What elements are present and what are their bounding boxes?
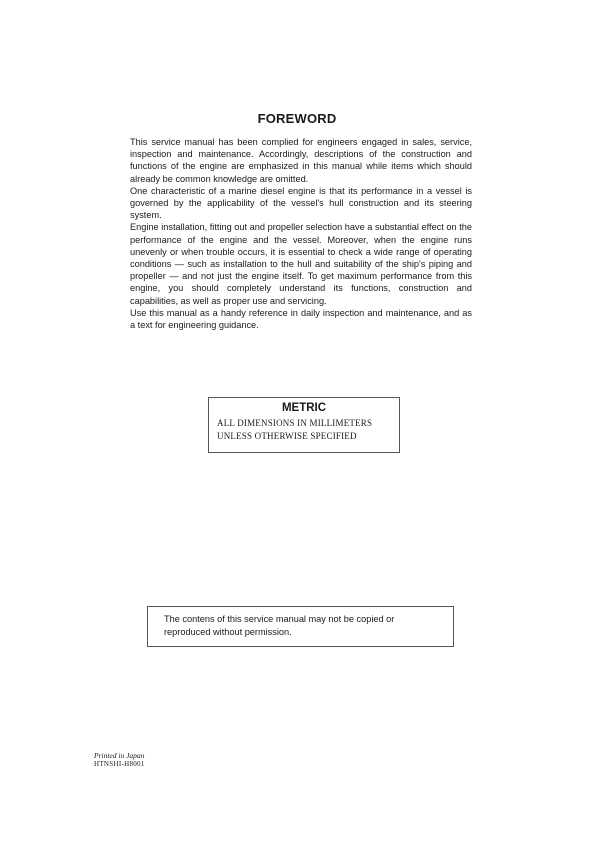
document-code: HTNSHI-H8001 [94,760,145,768]
metric-dimensions-line: ALL DIMENSIONS IN MILLIMETERS [217,418,373,428]
foreword-paragraph-installation: Engine installation, fitting out and propeller selection have a substantial effect on the performance of the engine and the vessel. Moreover, when the engine runs unevenly or when trouble occurs, it is essential to check a wide range of operating conditions — such as installation to the hull and suitability of the ship's piping and propeller — and not just the engine itself. To get maximum performance from this engine, you should completely understand its functions, construction and capabilities, as well as proper use and servicing. [130,222,472,306]
foreword-body [130,136,472,331]
foreword-paragraph-purpose: This service manual has been complied for engineers engaged in sales, service, inspection and maintenance. Accordingly, descriptions of the construction and functions of the engine are emphasized in this manual while items which should already be common knowledge are omitted. [130,137,472,184]
copyright-line-2: reproduced without permission. [164,627,292,637]
foreword-paragraph-usage: Use this manual as a handy reference in daily inspection and maintenance, and as a text for engineering guidance. [130,307,472,331]
metric-notice-box [208,397,400,453]
foreword-title: FOREWORD [257,111,337,126]
copyright-line-1: The contens of this service manual may not be copied or [164,614,395,624]
copyright-notice-box [147,606,454,647]
metric-title: METRIC [281,402,327,414]
foreword-paragraph-characteristic: One characteristic of a marine diesel engine is that its performance in a vessel is governed by the applicability of the vessel's hull construction and its steering system. [130,185,472,221]
printed-in-label: Printed in Japan [94,751,145,760]
metric-unless-line: UNLESS OTHERWISE SPECIFIED [217,431,357,441]
